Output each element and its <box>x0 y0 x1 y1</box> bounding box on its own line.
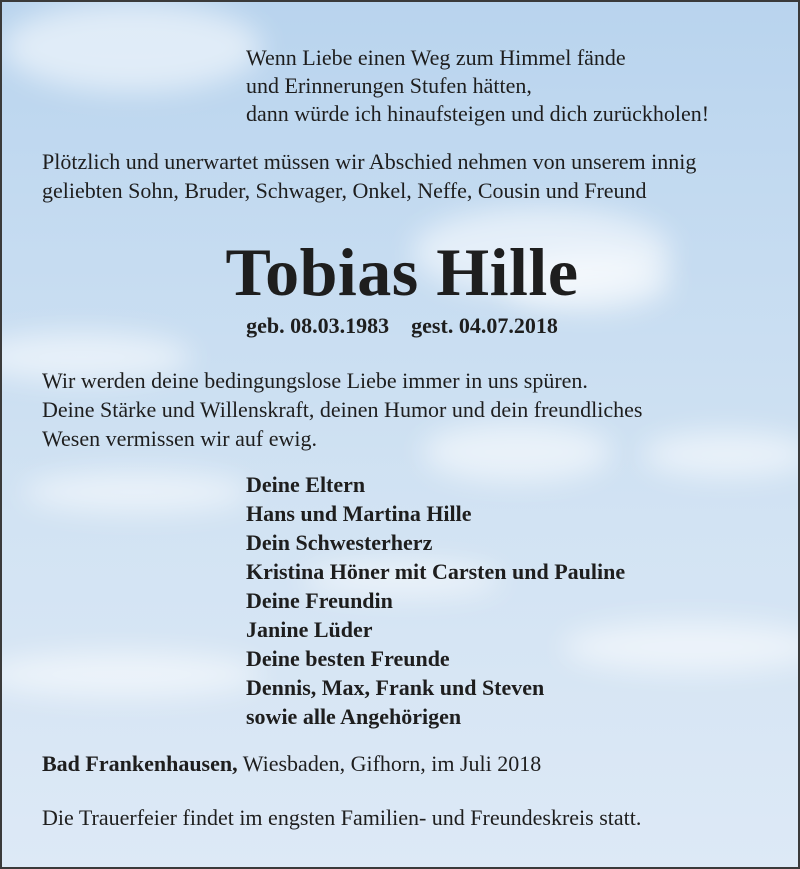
quote-line: Wenn Liebe einen Weg zum Himmel fände <box>246 45 626 70</box>
quote-line: dann würde ich hinaufsteigen und dich zurückholen! <box>246 101 710 126</box>
message-line: Deine Stärke und Willenskraft, deinen Humor und dein freundliches <box>42 397 643 422</box>
mourner-line: Deine Eltern <box>246 472 366 497</box>
intro-line: Plötzlich und unerwartet müssen wir Abschied nehmen von unserem innig <box>42 149 697 174</box>
quote-line: und Erinnerungen Stufen hätten, <box>246 73 532 98</box>
mourner-line: Dennis, Max, Frank und Steven <box>246 675 545 700</box>
mourner-line: Deine besten Freunde <box>246 646 450 671</box>
deceased-name: Tobias Hille <box>225 234 579 310</box>
funeral-note: Die Trauerfeier findet im engsten Familien- und Freundeskreis statt. <box>42 805 642 830</box>
quote-verse <box>246 44 709 128</box>
intro-text <box>42 147 696 205</box>
message-line: Wir werden deine bedingungslose Liebe immer in uns spüren. <box>42 368 588 393</box>
place-name: Bad Frankenhausen, <box>42 751 238 776</box>
mourner-line: Janine Lüder <box>246 617 373 642</box>
birth-date: geb. 08.03.1983 <box>246 313 390 338</box>
mourner-line: Kristina Höner mit Carsten und Pauline <box>246 559 626 584</box>
life-dates <box>2 313 800 339</box>
intro-line: geliebten Sohn, Bruder, Schwager, Onkel, Neffe, Cousin und Freund <box>42 178 647 203</box>
death-date: gest. 04.07.2018 <box>411 313 558 338</box>
mourner-line: Hans und Martina Hille <box>246 501 472 526</box>
place-rest: Wiesbaden, Gifhorn, im Juli 2018 <box>237 751 542 776</box>
message-line: Wesen vermissen wir auf ewig. <box>42 426 317 451</box>
mourner-line: sowie alle Angehörigen <box>246 704 462 729</box>
mourners-list <box>246 470 625 731</box>
mourner-line: Deine Freundin <box>246 588 393 613</box>
memorial-message <box>42 366 643 453</box>
mourner-line: Dein Schwesterherz <box>246 530 433 555</box>
place-and-date <box>42 750 541 778</box>
